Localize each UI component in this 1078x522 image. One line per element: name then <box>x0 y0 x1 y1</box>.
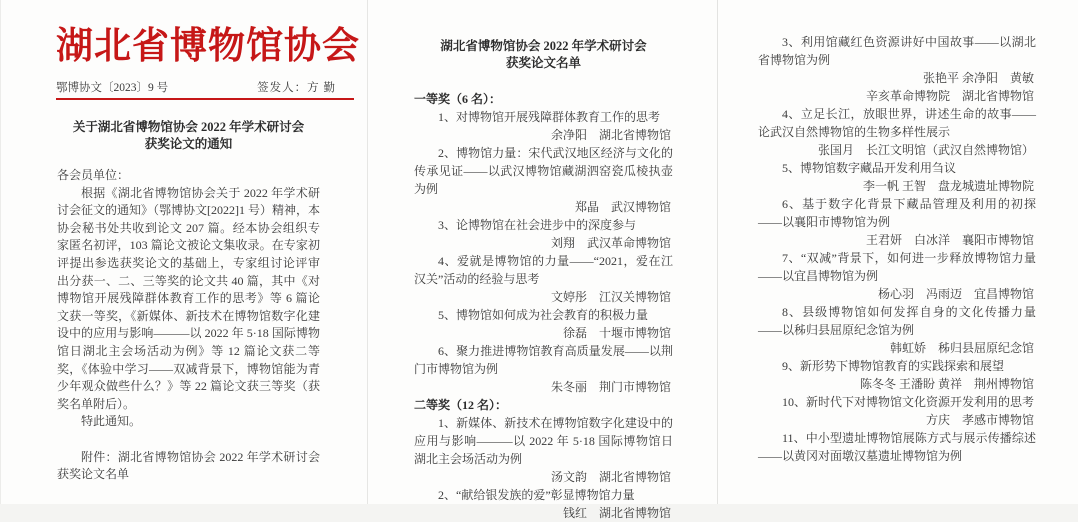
award-list-content-2 <box>718 0 1078 465</box>
notice-paragraph: 根据《湖北省博物馆协会关于 2022 年学术研讨会征文的通知》（鄂博协文[2022]1 号）精神，本协会秘书处共收到论文 207 篇。经本协会组织专家匿名初评，103 篇论文被论文集收录。在专家初评提出参选获奖论文的基础上，专家组讨论评审出分获一、二、三等奖的论文共 40 篇，其中《对博物馆开展残障群体教育工作的思考》等 6 篇论文获一等奖，《新媒体、新技术在博物馆数字化建设中的应用与影响———以 2022 年 5·18 国际博物馆日湖北主会场活动为例》等 12 篇论文获二等奖，《体验中学习——双减背景下，博物馆能为青少年观众做些什么？》等 22 篇论文获三等奖（获奖名单附后）。 <box>57 185 320 411</box>
paper-title: 1、对博物馆开展残障群体教育工作的思考 <box>438 110 661 124</box>
list-title-line2: 获奖论文名单 <box>505 56 581 70</box>
paper-authors: 郑晶 武汉博物馆 <box>574 200 671 214</box>
letterhead-block <box>56 24 360 100</box>
paper-entry <box>758 249 1036 303</box>
attachment-note: 附件：湖北省博物馆协会 2022 年学术研讨会获奖论文名单 <box>57 449 320 482</box>
paper-authors: 余净阳 湖北省博物馆 <box>550 128 671 142</box>
paper-title: 3、论博物馆在社会进步中的深度参与 <box>438 218 637 232</box>
paper-authors: 朱冬丽 荆门市博物馆 <box>550 380 671 394</box>
letterhead-title: 湖北省博物馆协会 <box>56 26 360 67</box>
paper-title: 3、利用馆藏红色资源讲好中国故事——以湖北省博物馆为例 <box>758 35 1036 67</box>
paper-entry <box>758 159 1036 195</box>
paper-authors: 文婷彤 江汉关博物馆 <box>550 290 671 304</box>
paper-entry <box>414 342 673 396</box>
red-divider <box>56 98 354 100</box>
paper-entry <box>758 393 1036 429</box>
paper-entry <box>414 252 673 306</box>
notice-title <box>57 119 320 152</box>
paper-authors: 刘翔 武汉革命博物馆 <box>550 236 671 250</box>
notice-title-line2: 获奖论文的通知 <box>144 136 233 151</box>
paper-entry <box>758 303 1036 357</box>
paper-entry <box>758 33 1036 105</box>
list-title-line1: 湖北省博物馆协会 2022 年学术研讨会 <box>440 39 647 53</box>
paper-title: 5、博物馆数字藏品开发利用刍议 <box>782 161 957 175</box>
paper-authors: 张艳平 余净阳 黄敏 <box>922 71 1034 85</box>
first-prize-heading: 一等奖（6 名）： <box>414 92 502 106</box>
paper-title: 9、新形势下博物馆教育的实践探索和展望 <box>782 359 1005 373</box>
paper-title: 8、县级博物馆如何发挥自身的文化传播力量——以秭归县屈原纪念馆为例 <box>758 305 1036 337</box>
paper-title: 10、新时代下对博物馆文化资源开发利用的思考 <box>782 395 1035 409</box>
paper-authors: 王君妍 白冰洋 襄阳市博物馆 <box>865 233 1034 247</box>
paper-title: 6、聚力推进博物馆教育高质量发展——以荆门市博物馆为例 <box>414 344 673 376</box>
paper-title: 4、立足长江，放眼世界，讲述生命的故事——论武汉自然博物馆的生物多样性展示 <box>758 107 1036 139</box>
paper-authors: 汤文韵 湖北省博物馆 <box>550 470 671 484</box>
paper-entry <box>414 486 673 522</box>
paper-entry <box>414 108 673 144</box>
doc-meta-row <box>56 79 354 95</box>
paper-title: 5、博物馆如何成为社会教育的积极力量 <box>438 308 649 322</box>
paper-title: 6、基于数字化背景下藏品管理及利用的初探——以襄阳市博物馆为例 <box>758 197 1036 229</box>
paper-entry <box>414 144 673 216</box>
doc-number: 鄂博协文〔2023〕9 号 <box>56 82 169 94</box>
second-prize-heading: 二等奖（12 名）： <box>414 398 508 412</box>
closing-line: 特此通知。 <box>81 414 142 429</box>
salutation: 各会员单位： <box>57 168 130 182</box>
paper-authors: 钱红 湖北省博物馆 <box>562 506 671 520</box>
paper-title: 4、爱就是博物馆的力量——“2021，爱在江汉关”活动的经验与思考 <box>414 254 673 286</box>
paper-title: 2、“献给银发族的爱”彰显博物馆力量 <box>438 488 635 502</box>
paper-entry <box>758 357 1036 393</box>
notice-body <box>57 167 320 484</box>
paper-authors: 方庆 孝感市博物馆 <box>925 413 1034 427</box>
page-award-list-2 <box>718 0 1078 504</box>
paper-title: 2、博物馆力量：宋代武汉地区经济与文化的传承见证——以武汉博物馆藏湖泗窑瓷瓜棱执壶为例 <box>414 146 673 196</box>
paper-authors: 李一帆 王智 盘龙城遗址博物院 <box>862 179 1034 193</box>
award-list-content-1 <box>368 0 717 522</box>
paper-entry <box>414 414 673 486</box>
list-title <box>414 38 673 72</box>
paper-authors-institutions: 辛亥革命博物院 湖北省博物馆 <box>865 89 1034 103</box>
signer: 签发人：方 勤 <box>257 82 336 94</box>
page-award-list-1 <box>368 0 718 520</box>
paper-entry <box>758 429 1036 465</box>
paper-title: 11、中小型遗址博物馆展陈方式与展示传播综述——以黄冈对面墩汉墓遗址博物馆为例 <box>758 431 1036 463</box>
notice-title-line1: 关于湖北省博物馆协会 2022 年学术研讨会 <box>72 120 305 134</box>
paper-authors: 陈冬冬 王潘盼 黄祥 荆州博物馆 <box>859 377 1034 391</box>
paper-authors: 徐磊 十堰市博物馆 <box>562 326 671 340</box>
page-notice <box>0 0 368 504</box>
paper-entry <box>758 105 1036 159</box>
notice-content <box>57 119 320 484</box>
paper-authors: 韩虹娇 秭归县屈原纪念馆 <box>889 341 1034 355</box>
paper-entry <box>758 195 1036 249</box>
paper-title: 7、“双减”背景下，如何进一步释放博物馆力量——以宜昌博物馆为例 <box>758 251 1036 283</box>
paper-entry <box>414 306 673 342</box>
paper-authors: 张国月 长江文明馆（武汉自然博物馆） <box>817 143 1034 157</box>
paper-title: 1、新媒体、新技术在博物馆数字化建设中的应用与影响———以 2022 年 5·18 国际博物馆日湖北主会场活动为例 <box>414 416 673 466</box>
paper-authors: 杨心羽 冯雨迈 宜昌博物馆 <box>877 287 1034 301</box>
paper-entry <box>414 216 673 252</box>
